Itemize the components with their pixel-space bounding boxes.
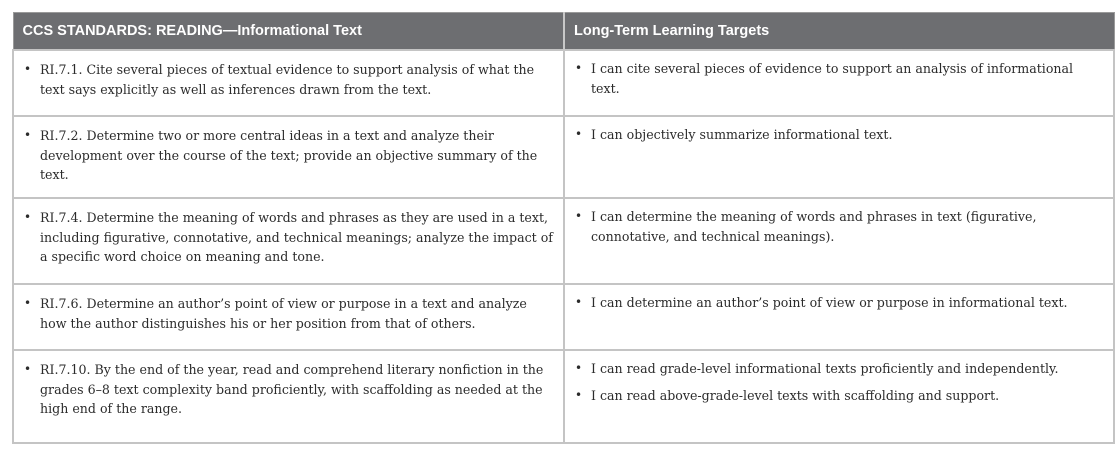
standard-cell [13,284,564,350]
standard-item: • RI.7.6. Determine an author’s point of view or purpose in a text and analyze how the author distinguishes his or her position from that of others. [14,294,563,333]
standard-cell [13,116,564,198]
standard-item: • RI.7.4. Determine the meaning of words and phrases as they are used in a text, including figurative, connotative, and technical meanings; analyze the impact of a specific word choice on meaning and tone. [14,208,563,267]
target-item: • I can determine the meaning of words and phrases in text (figurative, connotative, and technical meanings). [565,207,1113,246]
target-item: • I can read above-grade-level texts with scaffolding and support. [565,386,1113,406]
table-row [13,284,1114,350]
target-item: • I can objectively summarize informational text. [565,125,1113,145]
table-row [13,198,1114,284]
standard-cell [13,198,564,284]
target-cell [564,350,1114,443]
standard-cell [13,50,564,116]
target-cell [564,284,1114,350]
standards-table-container [12,12,1113,444]
standard-cell [13,350,564,443]
table-row [13,50,1114,116]
header-standards: CCS STANDARDS: READING—Informational Text [13,13,564,51]
target-item: • I can read grade-level informational texts proficiently and independently. [565,359,1113,379]
header-row [13,13,1114,51]
target-cell [564,198,1114,284]
standard-item: • RI.7.2. Determine two or more central ideas in a text and analyze their development over the course of the text; provide an objective summary of the text. [14,126,563,185]
header-learning-targets: Long-Term Learning Targets [564,13,1114,51]
target-item: • I can determine an author’s point of view or purpose in informational text. [565,293,1113,313]
table-row [13,116,1114,198]
table-row [13,350,1114,443]
standard-item: • RI.7.10. By the end of the year, read and comprehend literary nonfiction in the grades 6–8 text complexity band proficiently, with scaffolding as needed at the high end of the range. [14,360,563,419]
standards-table [12,12,1115,444]
target-cell [564,50,1114,116]
standard-item: • RI.7.1. Cite several pieces of textual evidence to support analysis of what the text says explicitly as well as inferences drawn from the text. [14,60,563,99]
target-item: • I can cite several pieces of evidence to support an analysis of informational text. [565,59,1113,98]
target-cell [564,116,1114,198]
